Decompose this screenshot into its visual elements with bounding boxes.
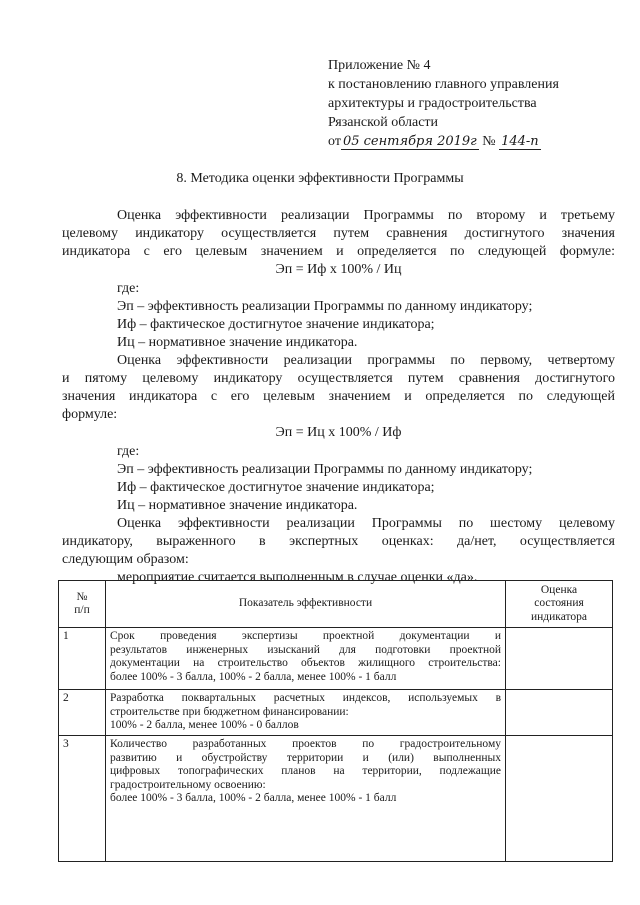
- row-2-line-2: строительстве при бюджетном финансировании:: [110, 705, 349, 718]
- formula-2: Эп = Иц х 100% / Иф: [275, 425, 402, 440]
- header-eval-line2: состояния: [534, 597, 584, 610]
- para2-line3: значения индикатора с его целевым значением и определяется по следующей: [62, 389, 615, 404]
- row-1-num: 1: [59, 628, 106, 690]
- appendix-line-1: Приложение № 4: [328, 58, 431, 73]
- definition-ic-1: Иц – нормативное значение индикатора.: [117, 335, 358, 350]
- header-num: [59, 581, 106, 628]
- appendix-line-3: архитектуры и градостроительства: [328, 96, 537, 111]
- table-row: [59, 690, 613, 736]
- appendix-block: [328, 56, 559, 151]
- definition-ic-2: Иц – нормативное значение индикатора.: [117, 498, 358, 513]
- where-label-2: где:: [117, 444, 140, 459]
- definition-if-2: Иф – фактическое достигнутое значение индикатора;: [117, 480, 435, 495]
- row-3-line-2: развитию и обустройству территории и (или) выполненных: [110, 751, 501, 764]
- appendix-date-line: [328, 132, 559, 151]
- header-eval-line1: Оценка: [540, 583, 578, 596]
- where-label-1: где:: [117, 281, 140, 296]
- row-3-line-5: более 100% - 3 балла, 100% - 2 балла, менее 100% - 1 балл: [110, 792, 397, 804]
- formula-1: Эп = Иф х 100% / Иц: [275, 262, 402, 277]
- definition-ep-2: Эп – эффективность реализации Программы по данному индикатору;: [117, 462, 533, 477]
- para3-line3: следующим образом:: [62, 552, 189, 567]
- row-3-evaluation: [506, 736, 613, 862]
- table-row: [59, 628, 613, 690]
- row-2-line-1: Разработка поквартальных расчетных индексов, используемых в: [110, 692, 501, 704]
- row-3-num: 3: [59, 736, 106, 862]
- table-header-row: [59, 581, 613, 628]
- indicator-table: [58, 580, 613, 862]
- row-3-line-3: цифровых топографических планов на территории, подлежащие: [110, 765, 501, 777]
- from-label: от: [328, 134, 341, 149]
- para1-line2: целевому индикатору осуществляется путем сравнения достигнутого значения: [62, 226, 615, 241]
- appendix-line-2: к постановлению главного управления: [328, 77, 559, 92]
- row-3-line-4: градостроительному освоению:: [110, 778, 266, 791]
- definition-ep-1: Эп – эффективность реализации Программы по данному индикатору;: [117, 299, 533, 314]
- row-2-line-3: 100% - 2 балла, менее 100% - 0 баллов: [110, 719, 299, 731]
- header-num-abbrev: п/п: [74, 604, 90, 616]
- para1-line3: индикатора с его целевым значением и определяется по следующей формуле:: [62, 244, 615, 259]
- para3-line2: индикатору, выраженного в экспертных оценках: да/нет, осуществляется: [62, 534, 615, 549]
- header-eval-line3: индикатора: [530, 610, 587, 623]
- row-1-line-3: документации на строительство объектов жилищного строительства:: [110, 657, 501, 669]
- row-1-evaluation: [506, 628, 613, 690]
- number-label: №: [482, 134, 496, 149]
- row-1-line-1: Срок проведения экспертизы проектной документации и: [110, 630, 501, 642]
- appendix-line-4: Рязанской области: [328, 115, 439, 130]
- row-1-line-2: результатов инженерных изысканий для подготовки проектной: [110, 643, 501, 656]
- header-num-symbol: №: [76, 590, 88, 603]
- header-indicator: Показатель эффективности: [106, 581, 506, 628]
- row-2-num: 2: [59, 690, 106, 736]
- handwritten-number: 144-п: [501, 134, 539, 149]
- para2-line1: Оценка эффективности реализации программы по первому, четвертому: [117, 353, 615, 368]
- row-1-indicator: [106, 628, 506, 690]
- row-2-indicator: [106, 690, 506, 736]
- row-1-line-4: более 100% - 3 балла, 100% - 2 балла, менее 100% - 1 балл: [110, 670, 397, 683]
- row-3-line-1: Количество разработанных проектов по градостроительному: [110, 738, 501, 750]
- header-evaluation: [506, 581, 613, 628]
- table-row: [59, 736, 613, 862]
- row-3-indicator: [106, 736, 506, 862]
- para3-line1: Оценка эффективности реализации Программы по шестому целевому: [117, 516, 615, 531]
- para1-line1: Оценка эффективности реализации Программы по второму и третьему: [117, 208, 615, 223]
- para2-line2: и пятому целевому индикатору осуществляется путем сравнения достигнутого: [62, 371, 615, 386]
- para2-line4: формуле:: [62, 407, 118, 422]
- para4: мероприятие считается выполненным в случае оценки «да».: [117, 570, 478, 585]
- definition-if-1: Иф – фактическое достигнутое значение индикатора;: [117, 317, 435, 332]
- section-title: 8. Методика оценки эффективности Программы: [176, 171, 464, 186]
- row-2-evaluation: [506, 690, 613, 736]
- handwritten-date: 05 сентября 2019г: [342, 134, 477, 149]
